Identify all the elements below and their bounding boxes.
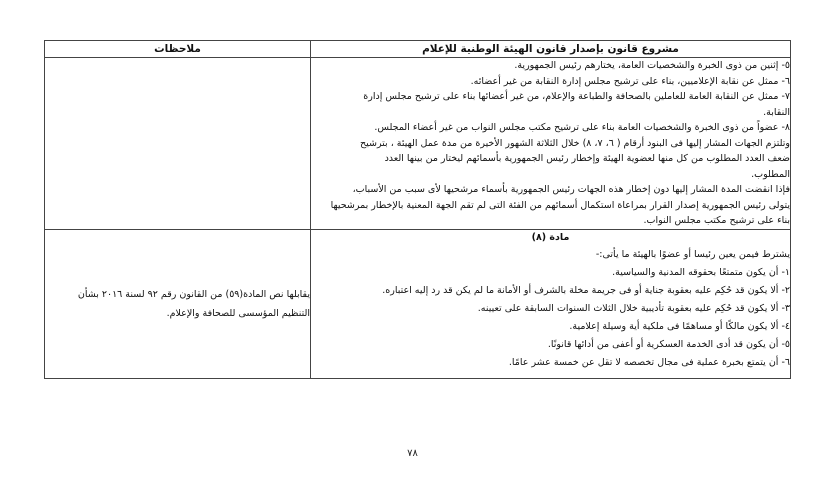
section-one-notes [45,58,311,230]
deadline-paragraph-line-1: فإذا انقضت المدة المشار إليها دون إخطار هذه الجهات رئيس الجمهورية بأسماء مرشحيها لأى سبب من الأسباب، [352,184,790,195]
nomination-paragraph-line-3: المطلوب. [751,168,790,180]
article-8-intro: يشترط فيمن يعين رئيسا أو عضوًا بالهيئة ما يأتى:- [595,248,790,260]
deadline-paragraph-line-2: يتولى رئيس الجمهورية إصدار القرار بمراعاة استكمال أسمائهم من الفئة التى لم تقم الجهة المعنية بالإخطار بمرشحيها [330,199,790,211]
article-8-note-line-1: يقابلها نص المادة(٥٩) من القانون رقم ٩٢ لسنة ٢٠١٦ بشأن [77,288,310,300]
article-8-notes [45,229,311,378]
page-number: ٧٨ [407,448,418,459]
table-row-section-one [45,58,791,230]
article-8-note-line-2: التنظيم المؤسسى للصحافة والإعلام. [166,307,310,319]
nomination-paragraph-line-1: وتلتزم الجهات المشار إليها فى البنود أرقام ( ٦، ٧، ٨) خلال الثلاثة الشهور الأخيرة من مدة عمل الهيئة ، بترشيح [359,137,790,149]
nomination-paragraph-line-2: ضعف العدد المطلوب من كل منها لعضوية الهيئة وإخطار رئيس الجمهورية بأسمائهم ليختار من بينها العدد [384,153,790,164]
clause-5: ٥- إثنين من ذوى الخبرة والشخصيات العامة، يختارهم رئيس الجمهورية. [514,60,790,71]
condition-6: ٦- أن يتمتع بخبرة عملية فى مجال تخصصه لا تقل عن خمسة عشر عامًا. [508,356,790,368]
article-8-title: مادة (٨) [531,231,570,243]
clause-8: ٨- عضواً من ذوى الخبرة والشخصيات العامة بناء على ترشيح مكتب مجلس النواب من غير أعضاء المجلس. [374,122,790,133]
table-row-article-8 [45,229,791,378]
condition-1: ١- أن يكون متمتعًا بحقوقه المدنية والسياسية. [612,266,790,278]
main-column-header: مشروع قانون بإصدار قانون الهيئة الوطنية للإعلام [311,41,791,58]
condition-5: ٥- أن يكون قد أدى الخدمة العسكرية أو أعفى من أدائها قانونًا. [547,338,790,350]
deadline-paragraph-line-3: بناء على ترشيح مكتب مجلس النواب. [643,215,790,226]
notes-column-header: ملاحظات [45,41,311,58]
condition-4: ٤- ألا يكون مالكًا أو مساهمًا فى ملكية أية وسيلة إعلامية. [569,320,790,332]
article-8-text [311,229,791,378]
clause-6: ٦- ممثل عن نقابة الإعلاميين، بناء على ترشيح مجلس إدارة النقابة من غير أعضائه. [470,75,790,87]
condition-2: ٢- ألا يكون قد حُكِم عليه بعقوبة جناية أو فى جريمة مخلة بالشرف أو الأمانة ما لم يكن قد رد إليه اعتباره. [382,284,790,296]
clause-7: ٧- ممثل عن النقابة العامة للعاملين بالصحافة والطباعة والإعلام، من غير أعضائها بناء على ترشيح مجلس إدارة [363,91,790,102]
clause-7-continued: النقابة. [763,106,790,118]
condition-3: ٣- ألا يكون قد حُكِم عليه بعقوبة تأديبية خلال الثلاث السنوات السابقة على تعيينه. [477,302,790,314]
comparison-table [44,40,791,379]
table-header-row [45,41,791,58]
section-one-text [311,58,791,230]
